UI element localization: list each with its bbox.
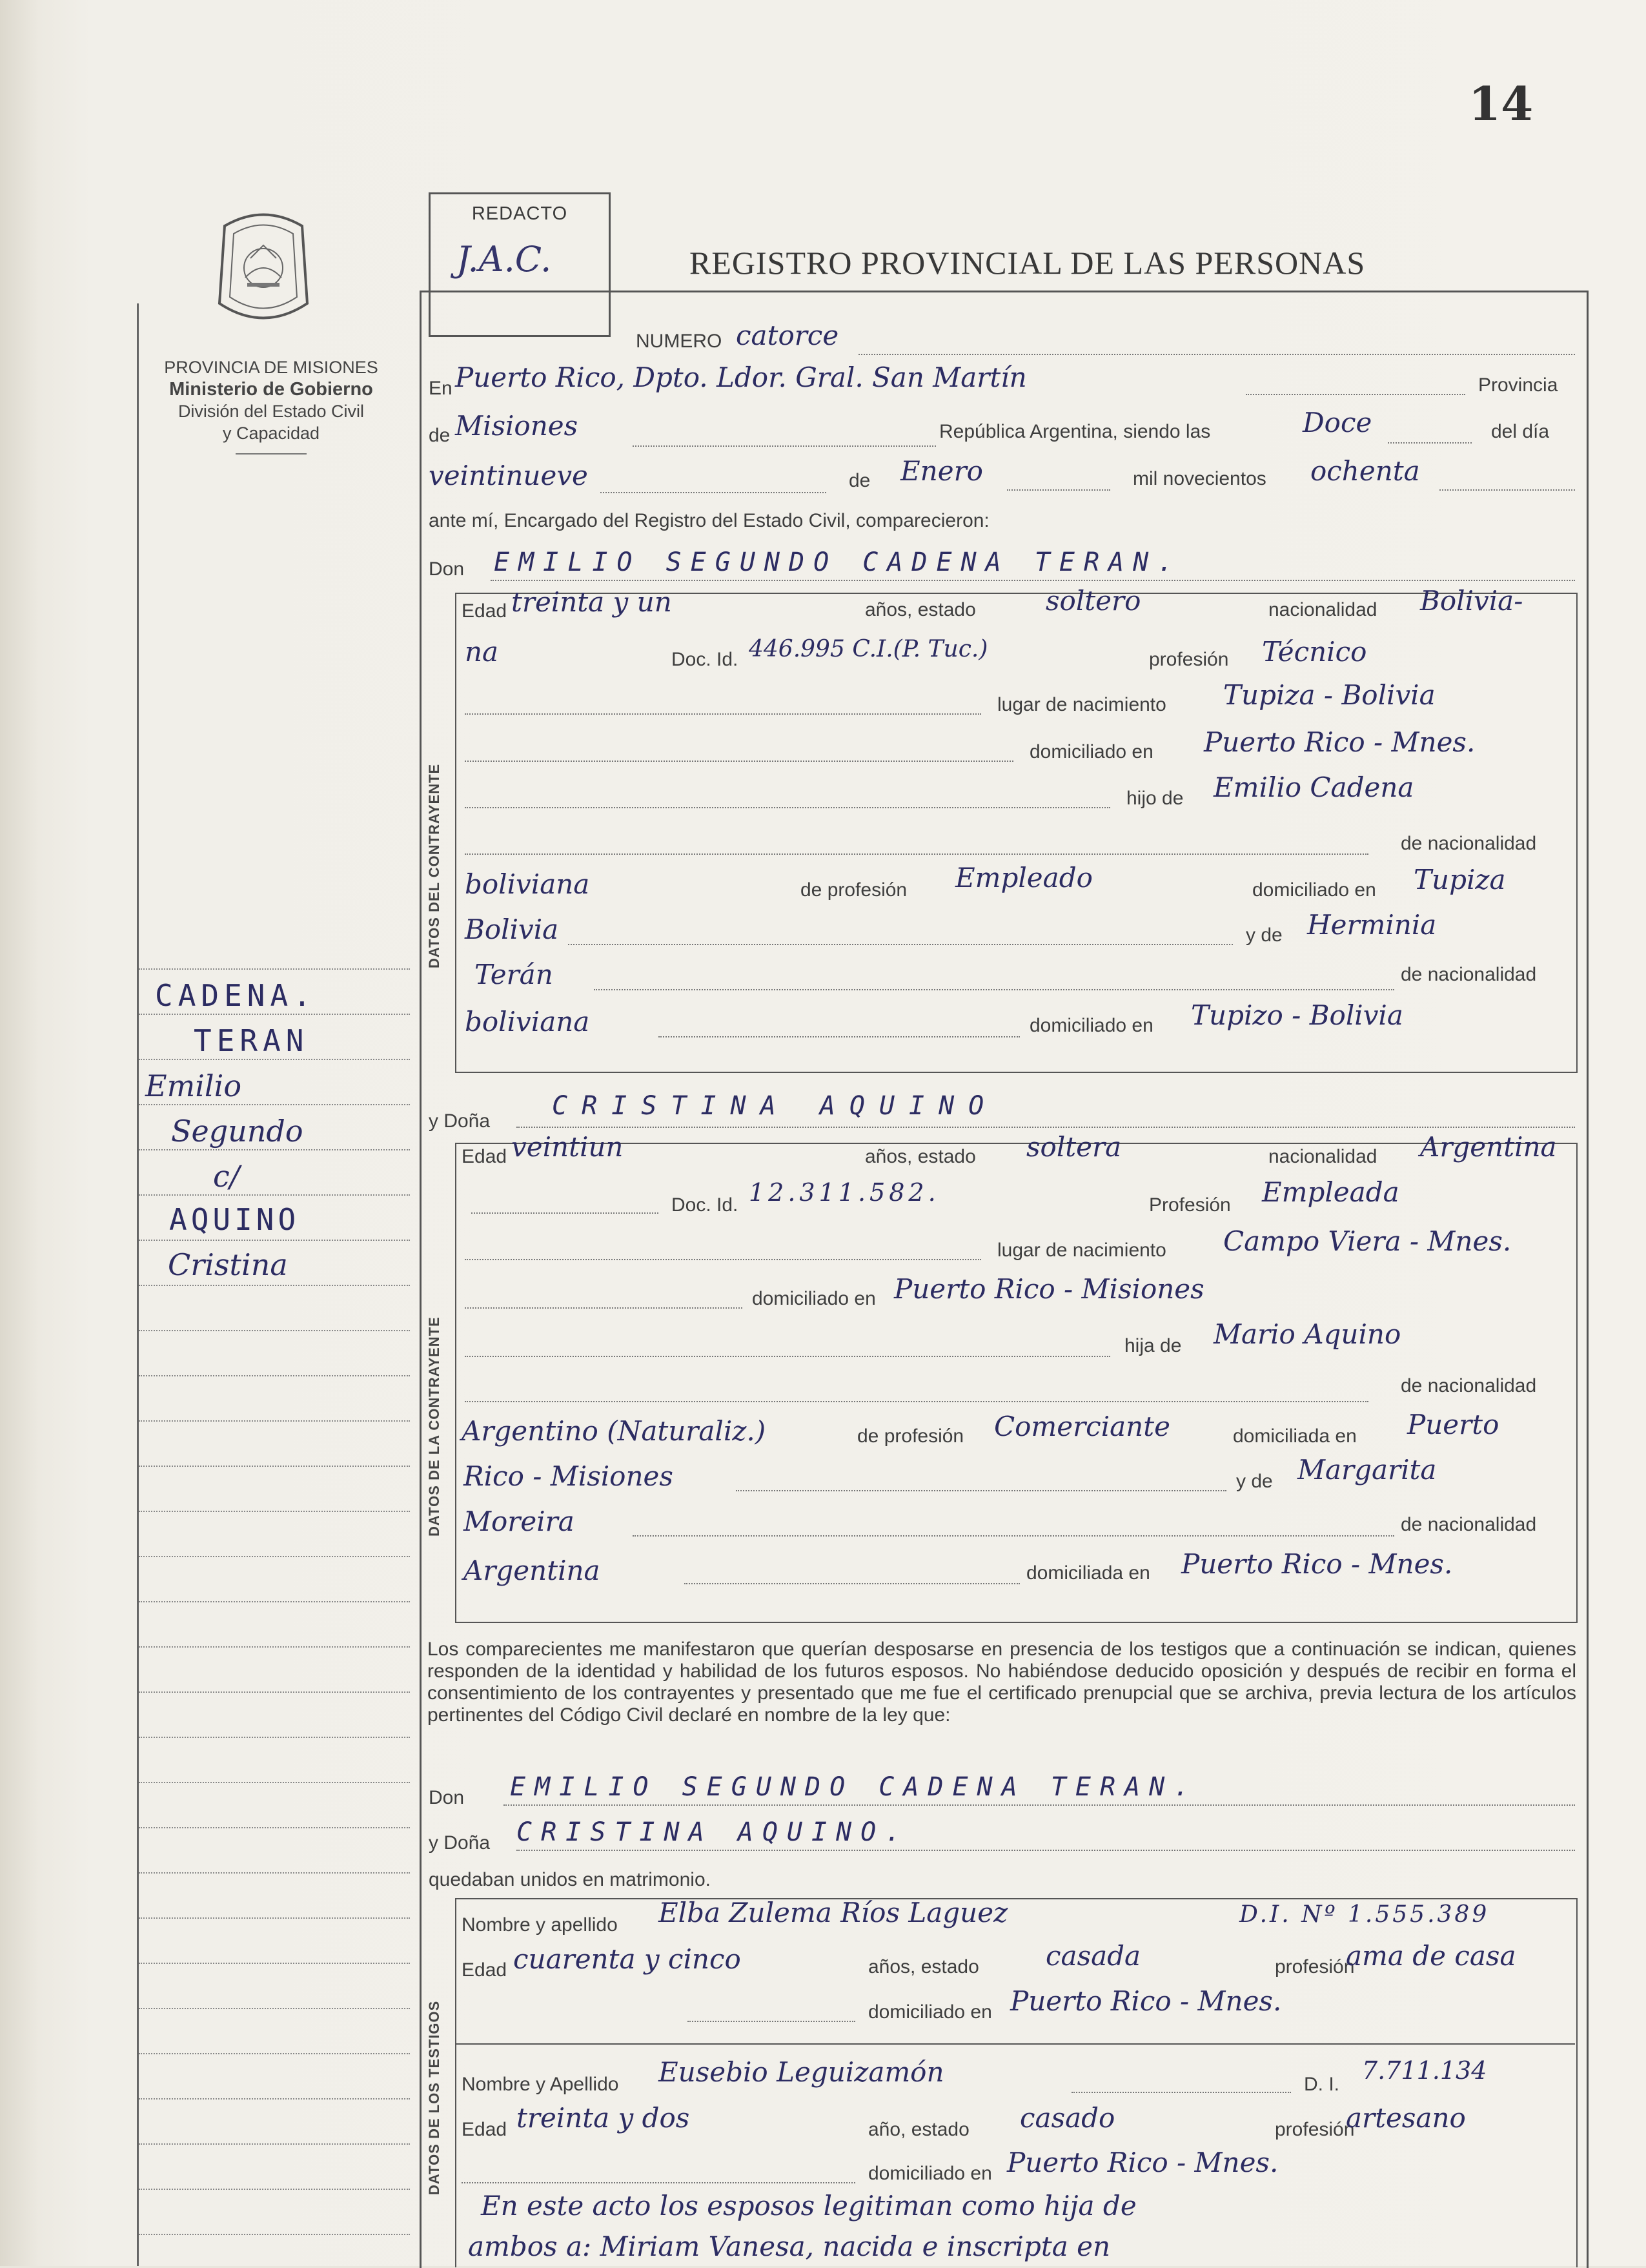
dotted-line: [503, 1804, 1575, 1806]
witness-divider: [456, 2043, 1575, 2045]
de-label: de: [429, 425, 451, 446]
witness2-estado: casado: [1020, 2102, 1115, 2134]
groom-lugar-value: Tupiza - Bolivia: [1223, 679, 1436, 711]
de2-label: de: [849, 470, 871, 491]
bride-mother: Margarita: [1297, 1454, 1437, 1486]
notes-line-1: En este acto los esposos legitiman como hija de: [481, 2190, 1137, 2222]
groom-dom-value: Puerto Rico - Mnes.: [1204, 726, 1476, 758]
mil-label: mil novecientos: [1133, 468, 1266, 489]
bride-anos-label: años, estado: [865, 1146, 976, 1167]
dotted-line: [1246, 394, 1465, 395]
agency-divider: [236, 453, 307, 455]
dotted-line: [465, 761, 1013, 762]
margin-note-surname: CADENA.: [155, 978, 316, 1013]
bride-father-dom-cont: Rico - Misiones: [463, 1460, 673, 1492]
ante-label: ante mí, Encargado del Registro del Estado Civil, comparecieron:: [429, 510, 990, 531]
dotted-line: [594, 989, 1394, 990]
groom-father-nac-label: de nacionalidad: [1401, 833, 1537, 854]
bride-nac-label: nacionalidad: [1268, 1146, 1377, 1167]
bride-lugar-label: lugar de nacimiento: [997, 1240, 1166, 1261]
witness2-dom: Puerto Rico - Mnes.: [1007, 2147, 1279, 2178]
groom-father: Emilio Cadena: [1214, 771, 1414, 803]
witness2-edad-label: Edad: [462, 2119, 507, 2140]
agency-ministry: Ministerio de Gobierno: [169, 379, 373, 400]
groom-father-prof-label: de profesión: [800, 879, 908, 901]
page-number: 14: [1468, 76, 1534, 131]
groom-edad-label: Edad: [462, 600, 507, 622]
bride-dom-label: domiciliado en: [752, 1288, 876, 1309]
margin-note-given-2: Segundo: [171, 1114, 303, 1149]
groom-section-label: DATOS DEL CONTRAYENTE: [426, 763, 442, 968]
dotted-line: [491, 580, 1575, 581]
witness1-dom-label: domiciliado en: [868, 2001, 992, 2023]
bride-prof-value: Empleada: [1262, 1176, 1399, 1208]
dotted-line: [633, 1535, 1394, 1537]
margin-note-bride-surname: AQUINO: [169, 1202, 300, 1237]
groom-mother-cont: Terán: [474, 959, 553, 990]
bride-mother-nac: Argentina: [463, 1555, 600, 1586]
declaration-closing: quedaban unidos en matrimonio.: [429, 1869, 711, 1890]
bride-father-dom: Puerto: [1407, 1409, 1499, 1440]
bride-father-dom-label: domiciliada en: [1233, 1425, 1357, 1447]
agency-province: PROVINCIA DE MISIONES: [164, 358, 378, 377]
dotted-line: [462, 2182, 855, 2183]
bride-father-prof-label: de profesión: [857, 1425, 964, 1447]
groom-hijo-label: hijo de: [1126, 788, 1184, 809]
groom-father-prof: Empleado: [955, 862, 1093, 894]
dotted-line: [465, 853, 1368, 855]
witness2-prof: artesano: [1346, 2102, 1466, 2134]
groom-father-dom-cont: Bolivia: [465, 914, 559, 945]
groom-lugar-label: lugar de nacimiento: [997, 694, 1166, 715]
dotted-line: [516, 1850, 1575, 1851]
province-value: Misiones: [455, 410, 578, 442]
groom-father-dom-label: domiciliado en: [1252, 879, 1376, 901]
bride-doc-label: Doc. Id.: [671, 1194, 738, 1216]
groom-nac-value-cont: na: [465, 636, 499, 668]
margin-note-bride-given: Cristina: [168, 1247, 288, 1282]
agency-block: [129, 356, 413, 455]
dotted-line: [633, 445, 936, 447]
dotted-line: [687, 2021, 855, 2022]
legal-paragraph: Los comparecientes me manifestaron que querían desposarse en presencia de los testigos que a continuación se indican, quienes responden de la identidad y habilidad de los futuros esposos. No habiéndose deducido oposición y después de recibir en forma el consentimiento de los contrayentes y presentado que me fue el certificado prenupcial que se archiva, previa lectura de los artículos pertinentes del Código Civil declaré en nombre de la ley que:: [427, 1639, 1576, 1726]
witness1-anos-label: años, estado: [868, 1956, 979, 1977]
groom-doc-label: Doc. Id.: [671, 649, 738, 670]
dotted-line: [1388, 442, 1472, 444]
groom-nac-label: nacionalidad: [1268, 599, 1377, 620]
witness1-di: D.I. Nº 1.555.389: [1239, 1901, 1490, 1928]
dotted-line: [516, 1127, 1575, 1128]
dotted-line: [465, 807, 1110, 808]
province-seal-icon: [212, 207, 315, 329]
page-title: REGISTRO PROVINCIAL DE LAS PERSONAS: [689, 245, 1366, 281]
agency-capacity: y Capacidad: [222, 424, 320, 443]
witness2-name-label: Nombre y Apellido: [462, 2074, 619, 2095]
bride-doc-value: 12.311.582.: [749, 1178, 940, 1207]
bride-mother-dom-label: domiciliada en: [1026, 1562, 1150, 1584]
month-value: Enero: [900, 455, 983, 487]
dotted-line: [1439, 489, 1575, 491]
groom-don-label: Don: [429, 558, 465, 580]
numero-label: NUMERO: [636, 331, 722, 352]
dotted-line: [465, 1356, 1110, 1357]
declaration-dona-label: y Doña: [429, 1832, 491, 1854]
bride-age: veintiun: [511, 1131, 624, 1163]
dotted-line: [1007, 489, 1110, 491]
dotted-line: [684, 1583, 1020, 1584]
dotted-line: [1072, 2092, 1291, 2093]
groom-mother-nac-label: de nacionalidad: [1401, 964, 1537, 985]
groom-doc-value: 446.995 C.I.(P. Tuc.): [749, 636, 988, 662]
dotted-line: [465, 713, 981, 715]
bride-hija-label: hija de: [1124, 1335, 1182, 1356]
groom-mother-dom: Tupizo - Bolivia: [1191, 999, 1403, 1031]
margin-note-given: Emilio: [145, 1068, 242, 1103]
bride-dona-label: y Doña: [429, 1110, 491, 1132]
witness1-edad-label: Edad: [462, 1959, 507, 1981]
bride-mother-nac-label: de nacionalidad: [1401, 1514, 1537, 1535]
bride-mother-cont: Moreira: [463, 1506, 574, 1537]
groom-prof-value: Técnico: [1262, 636, 1367, 668]
declaration-groom: EMILIO SEGUNDO CADENA TERAN.: [510, 1772, 1199, 1802]
groom-nac-value: Bolivia-: [1420, 585, 1523, 617]
bride-y-de-label: y de: [1236, 1471, 1273, 1492]
witness2-prof-label: profesión: [1275, 2119, 1355, 2140]
day-value: veintinueve: [429, 460, 588, 491]
groom-age: treinta y un: [511, 586, 672, 618]
en-label: En: [429, 378, 452, 399]
bride-estado: soltera: [1026, 1131, 1122, 1163]
bride-father: Mario Aquino: [1214, 1318, 1401, 1350]
groom-anos-label: años, estado: [865, 599, 976, 620]
bride-father-prof: Comerciante: [994, 1411, 1170, 1442]
place-value: Puerto Rico, Dpto. Ldor. Gral. San Martín: [455, 362, 1027, 393]
groom-name: EMILIO SEGUNDO CADENA TERAN.: [494, 547, 1183, 577]
dotted-line: [471, 1212, 658, 1214]
del-dia-label: del día: [1491, 421, 1550, 442]
bride-father-nac: Argentino (Naturaliz.): [462, 1415, 766, 1447]
declaration-bride: CRISTINA AQUINO.: [516, 1817, 910, 1847]
bride-mother-dom: Puerto Rico - Mnes.: [1181, 1548, 1453, 1580]
bride-section-label: DATOS DE LA CONTRAYENTE: [426, 1316, 442, 1537]
redacto-initials: J.A.C.: [456, 239, 552, 280]
redacto-label: REDACTO: [471, 203, 568, 224]
witness2-di: 7.711.134: [1362, 2056, 1487, 2085]
dotted-line: [736, 1490, 1226, 1491]
bride-edad-label: Edad: [462, 1146, 507, 1167]
witness2-di-label: D. I.: [1304, 2074, 1340, 2095]
dotted-line: [465, 1401, 1368, 1402]
hour-value: Doce: [1303, 407, 1372, 438]
groom-y-de-label: y de: [1246, 925, 1283, 946]
witness1-name-label: Nombre y apellido: [462, 1914, 618, 1936]
bride-prof-label: Profesión: [1149, 1194, 1231, 1216]
year-value: ochenta: [1310, 455, 1420, 487]
witness2-age: treinta y dos: [516, 2102, 690, 2134]
witnesses-section-label: DATOS DE LOS TESTIGOS: [426, 2000, 442, 2195]
groom-father-dom: Tupiza: [1414, 864, 1506, 895]
dotted-line: [568, 944, 1233, 945]
dotted-line: [465, 1259, 981, 1260]
republica-label: República Argentina, siendo las: [939, 421, 1211, 442]
provincia-label: Provincia: [1478, 374, 1558, 396]
groom-mother-nac: boliviana: [465, 1006, 590, 1037]
dotted-line: [658, 1036, 1020, 1037]
agency-division: División del Estado Civil: [178, 402, 365, 421]
dotted-line: [600, 492, 826, 493]
bride-nac-value: Argentina: [1420, 1131, 1557, 1163]
witness1-prof: ama de casa: [1346, 1940, 1516, 1972]
groom-dom-label: domiciliado en: [1030, 741, 1153, 762]
margin-note-surname-2: TERAN: [194, 1023, 309, 1058]
bride-lugar-value: Campo Viera - Mnes.: [1223, 1225, 1512, 1257]
bride-dom-value: Puerto Rico - Misiones: [894, 1273, 1204, 1305]
witness1-dom: Puerto Rico - Mnes.: [1010, 1985, 1282, 2017]
witness1-prof-label: profesión: [1275, 1956, 1355, 1977]
witness2-dom-label: domiciliado en: [868, 2163, 992, 2184]
witness1-estado: casada: [1046, 1940, 1141, 1972]
numero-value: catorce: [736, 320, 839, 351]
groom-father-nac: boliviana: [465, 868, 590, 900]
groom-mother-dom-label: domiciliado en: [1030, 1015, 1153, 1036]
groom-mother: Herminia: [1307, 909, 1437, 941]
bride-father-nac-label: de nacionalidad: [1401, 1375, 1537, 1396]
notes-line-2: ambos a: Miriam Vanesa, nacida e inscripta en: [468, 2231, 1111, 2262]
groom-prof-label: profesión: [1149, 649, 1229, 670]
witness1-age: cuarenta y cinco: [513, 1943, 741, 1975]
margin-note-with: c/: [213, 1159, 240, 1194]
groom-estado: soltero: [1046, 585, 1141, 617]
bride-name: CRISTINA AQUINO: [552, 1091, 999, 1121]
dotted-line: [859, 354, 1575, 355]
dotted-line: [465, 1307, 742, 1309]
declaration-don-label: Don: [429, 1787, 465, 1808]
witness2-name: Eusebio Leguizamón: [658, 2056, 944, 2088]
witness2-anos-label: año, estado: [868, 2119, 970, 2140]
witness1-name: Elba Zulema Ríos Laguez: [658, 1897, 1008, 1928]
